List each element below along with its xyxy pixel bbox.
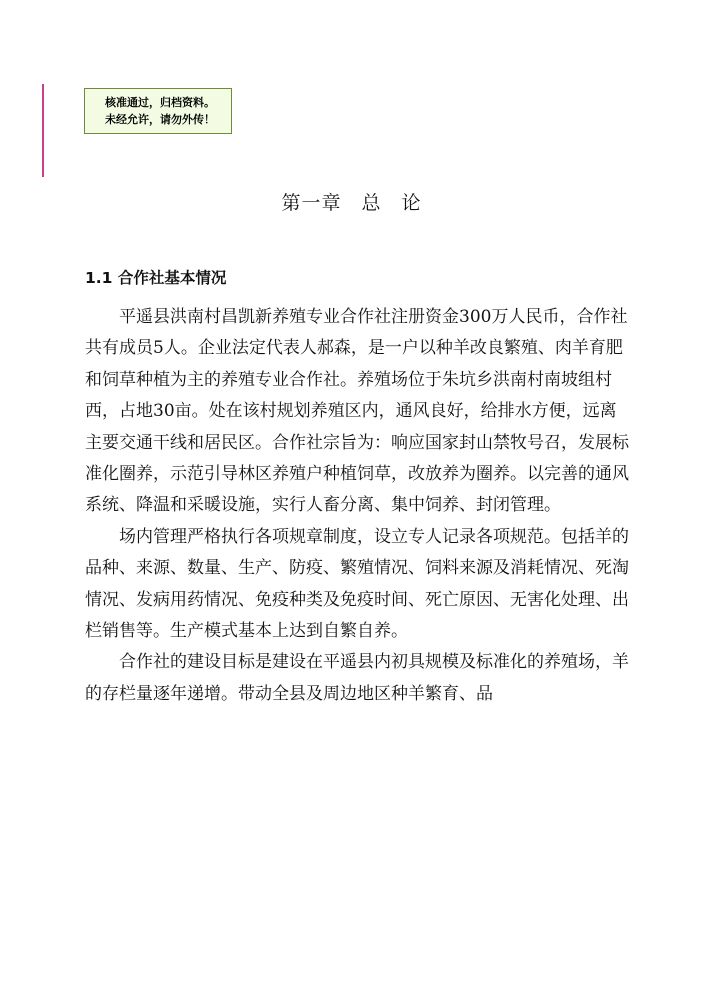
paragraph-2: 场内管理严格执行各项规章制度，设立专人记录各项规范。包括羊的品种、来源、数量、生产、防疫、繁殖情况、饲料来源及消耗情况、死淘情况、发病用药情况、免疫种类及免疫时间、死亡原因、无害化处理、出栏销售等。生产模式基本上达到自繁自养。	[85, 526, 629, 642]
chapter-title: 第一章 总 论	[281, 192, 422, 214]
stamp-line-1: 核准通过，归档资料。	[105, 96, 215, 109]
body-text	[85, 302, 633, 710]
paragraph-1: 平遥县洪南村昌凯新养殖专业合作社注册资金300万人民币，合作社共有成员5人。企业法定代表人郝森，是一户以种羊改良繁殖、肉羊育肥和饲草种植为主的养殖专业合作社。养殖场位于朱坑乡洪南村南坡组村西，占地30亩。处在该村规划养殖区内，通风良好，给排水方便，远离主要交通干线和居民区。合作社宗旨为：响应国家封山禁牧号召，发展标准化圈养，示范引导林区养殖户种植饲草，改放养为圈养。以完善的通风系统、降温和采暖设施，实行人畜分离、集中饲养、封闭管理。	[85, 307, 629, 516]
stamp-line-2: 未经允许，请勿外传！	[105, 113, 215, 126]
paragraph-3: 合作社的建设目标是建设在平遥县内初具规模及标准化的养殖场，羊的存栏量逐年递增。带动全县及周边地区种羊繁育、品	[85, 652, 629, 704]
approval-stamp	[84, 88, 232, 134]
margin-line	[42, 84, 44, 177]
section-heading: 1.1 合作社基本情况	[85, 269, 227, 287]
